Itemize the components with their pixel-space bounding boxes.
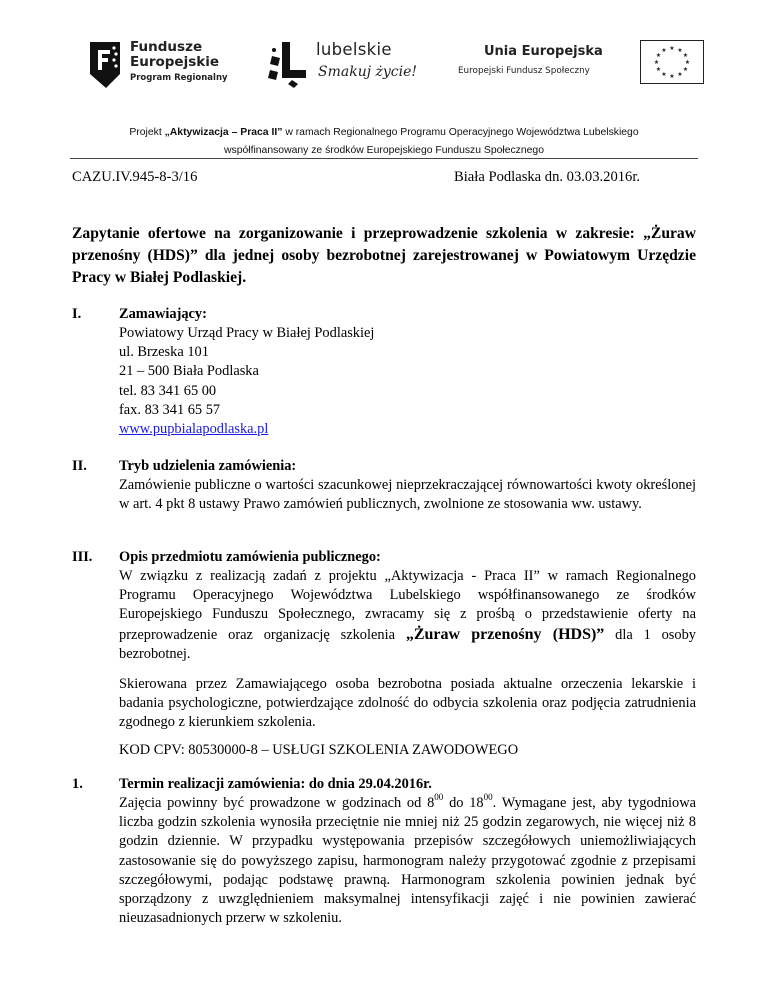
section-number: I.	[72, 306, 82, 322]
fundusze-europejskie-emblem-icon	[86, 40, 126, 90]
fe-logo-line2: Europejskie	[130, 54, 220, 70]
phone-line: tel. 83 341 65 00	[119, 382, 217, 399]
logo-bar	[86, 34, 706, 96]
section-termin-realizacji	[72, 775, 696, 940]
unia-europejska-logo	[458, 40, 708, 96]
fundusze-europejskie-logo	[86, 34, 266, 96]
document-reference: CAZU.IV.945-8-3/16	[72, 169, 198, 185]
schedule-text: do 18	[443, 795, 484, 811]
lubelskie-logo-name: lubelskie	[316, 40, 392, 59]
project-prefix: Projekt	[129, 127, 165, 138]
project-line1	[60, 124, 708, 142]
document-date: Biała Podlaska dn. 03.03.2016r.	[454, 169, 641, 185]
section-heading: Termin realizacji zamówienia: do dnia 29.04.2016r.	[119, 776, 432, 792]
fax-line: fax. 83 341 65 57	[119, 401, 221, 418]
svg-text:★: ★	[684, 59, 691, 66]
description-text-end: dla 1 osoby bezrobotnej.	[119, 626, 696, 662]
header-divider	[70, 158, 698, 159]
svg-text:★: ★	[655, 52, 662, 59]
fe-logo-line1: Fundusze	[130, 39, 203, 55]
section-number: III.	[72, 549, 93, 565]
svg-text:★: ★	[653, 59, 660, 66]
ue-logo-line1: Unia Europejska	[484, 44, 603, 59]
document-title: Zapytanie ofertowe na zorganizowanie i przeprowadzenie szkolenia w zakresie: „Żuraw przenośny (HDS)” dla jednej osoby bezrobotnej zarejestrowanej w Powiatowym Urzędzie Pracy w Białej Podlaskiej.	[72, 225, 696, 286]
lubelskie-logo-slogan: Smakuj życie!	[318, 64, 418, 80]
section-opis-przedmiotu	[72, 548, 696, 758]
project-header	[60, 124, 708, 160]
address-line: Powiatowy Urząd Pracy w Białej Podlaskiej	[119, 325, 375, 341]
svg-text:★: ★	[682, 66, 689, 73]
address-line: 21 – 500 Biała Podlaska	[119, 363, 259, 380]
section-heading: Opis przedmiotu zamówienia publicznego:	[119, 549, 381, 565]
section-body: Zamówienie publiczne o wartości szacunkowej nieprzekraczającej równowartości kwoty określonej w art. 4 pkt 8 ustawy Prawo zamówień publicznych, zwolnione ze stosowania ww. ustawy.	[119, 477, 696, 513]
section-number: II.	[72, 458, 87, 474]
section-body	[119, 567, 696, 664]
hour-superscript: 00	[483, 792, 493, 803]
schedule-text: . Wymagane jest, aby tygodniowa liczba godzin szkolenia wynosiła przeciętnie nie mniej niż 25 godzin zegarowych, nie więcej niż 8 godzin dziennie. W przypadku występowania przepisów szczegółowych uniemożliwiających zastosowanie się do powyższego zapisu, harmonogram należy przygotować zgodnie z przepisami szczegółowymi, podając podstawę prawną. Harmonogram szkolenia powinien jednak być sporządzony z uwzględnieniem maksymalnej intensyfikacji zajęć i nie powinien zawierać nieuzasadnionych przerw w szkoleniu.	[119, 795, 696, 927]
ue-logo-line2: Europejski Fundusz Społeczny	[458, 66, 590, 76]
section-heading: Tryb udzielenia zamówienia:	[119, 458, 297, 474]
address-line: ul. Brzeska 101	[119, 344, 209, 361]
svg-text:★: ★	[661, 47, 667, 54]
svg-text:★: ★	[682, 52, 689, 59]
project-suffix: w ramach Regionalnego Programu Operacyjnego Województwa Lubelskiego	[282, 127, 639, 138]
project-line2: współfinansowany ze środków Europejskiego Funduszu Społecznego	[224, 145, 544, 156]
section-number: 1.	[72, 776, 83, 792]
section-tryb-udzielenia	[72, 457, 696, 537]
svg-text:★: ★	[677, 47, 683, 54]
eu-flag-icon	[640, 40, 704, 84]
schedule-text: Zajęcia powinny być prowadzone w godzinach od 8	[119, 795, 435, 811]
description-text: W związku z realizacją zadań z projektu „Aktywizacja - Praca II” w ramach Regionalnego Programu Operacyjnego Województwa Lubelskiego współfinansowanego ze środków Europejskiego Funduszu Społecznego, zwracamy się z prośbą o przedstawienie oferty na przeprowadzenie oraz organizację szkolenia	[119, 568, 696, 643]
svg-text:★: ★	[669, 73, 675, 80]
svg-text:★: ★	[677, 71, 683, 78]
svg-text:★: ★	[655, 66, 662, 73]
requirements-paragraph: Skierowana przez Zamawiającego osoba bezrobotna posiada aktualne orzeczenia lekarskie i badania psychologiczne, potwierdzające zdolność do odbycia szkolenia oraz podjęcia zatrudnienia zgodnego z kierunkiem szkolenia.	[119, 676, 696, 731]
lubelskie-emblem-icon	[268, 40, 312, 88]
section-zamawiajacy	[72, 305, 696, 440]
cpv-code: KOD CPV: 80530000-8 – USŁUGI SZKOLENIA ZAWODOWEGO	[119, 742, 519, 758]
project-name: „Aktywizacja – Praca II”	[164, 127, 283, 138]
website-link[interactable]: www.pupbialapodlaska.pl	[119, 421, 269, 438]
fe-logo-line3: Program Regionalny	[130, 73, 228, 83]
svg-text:★: ★	[669, 45, 675, 52]
section-body	[119, 324, 696, 439]
training-name: „Żuraw przenośny (HDS)”	[405, 625, 605, 643]
svg-text:★: ★	[661, 71, 667, 78]
section-body	[119, 794, 696, 928]
section-heading: Zamawiający:	[119, 306, 207, 322]
hour-superscript: 00	[434, 792, 444, 803]
lubelskie-logo	[268, 34, 428, 96]
